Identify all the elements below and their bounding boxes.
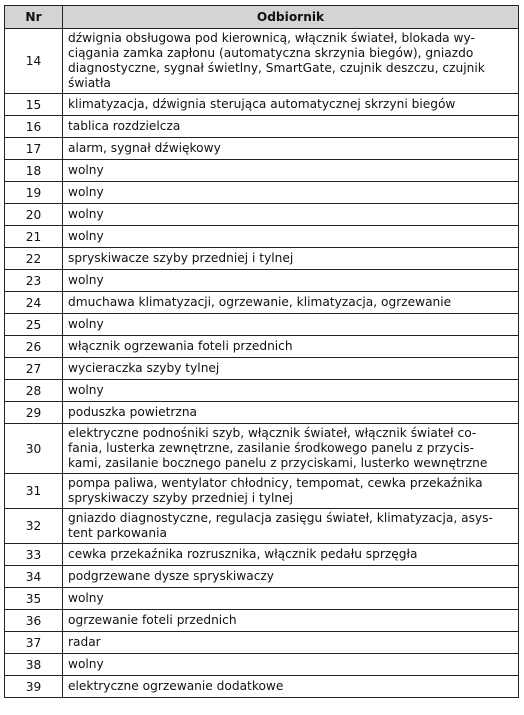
table-row — [5, 160, 519, 182]
consumer-line: wolny — [68, 383, 104, 397]
table-row — [5, 94, 519, 116]
fuse-assignment-table — [4, 5, 519, 698]
fuse-number: 39 — [5, 676, 63, 698]
consumer-line: pompa paliwa, wentylator chłodnicy, tempomat, cewka przekaźnika — [68, 476, 483, 490]
fuse-consumer — [63, 29, 519, 94]
fuse-number: 34 — [5, 566, 63, 588]
consumer-line: wolny — [68, 185, 104, 199]
table-row — [5, 204, 519, 226]
consumer-line: podgrzewane dysze spryskiwaczy — [68, 569, 275, 583]
consumer-line: diagnostyczne, sygnał świetlny, SmartGate, czujnik deszczu, czujnik — [68, 61, 485, 75]
fuse-consumer — [63, 226, 519, 248]
consumer-line: tablica rozdzielcza — [68, 119, 181, 133]
fuse-number: 35 — [5, 588, 63, 610]
fuse-consumer — [63, 270, 519, 292]
table-row — [5, 474, 519, 509]
consumer-line: spryskiwaczy szyby przedniej i tylnej — [68, 491, 293, 505]
fuse-number: 23 — [5, 270, 63, 292]
consumer-line: poduszka powietrzna — [68, 405, 198, 419]
fuse-consumer — [63, 336, 519, 358]
fuse-consumer — [63, 248, 519, 270]
fuse-number: 30 — [5, 424, 63, 474]
table-row — [5, 138, 519, 160]
fuse-consumer — [63, 160, 519, 182]
table-row — [5, 632, 519, 654]
table-row — [5, 544, 519, 566]
fuse-consumer — [63, 138, 519, 160]
table-row — [5, 358, 519, 380]
fuse-table-container — [4, 5, 518, 698]
fuse-consumer — [63, 632, 519, 654]
fuse-number: 37 — [5, 632, 63, 654]
consumer-line: radar — [68, 635, 101, 649]
consumer-line: dźwignia obsługowa pod kierownicą, włącznik świateł, blokada wy- — [68, 31, 475, 45]
consumer-line: ogrzewanie foteli przednich — [68, 613, 237, 627]
fuse-consumer — [63, 424, 519, 474]
table-row — [5, 314, 519, 336]
fuse-number: 29 — [5, 402, 63, 424]
fuse-consumer — [63, 544, 519, 566]
table-row — [5, 509, 519, 544]
table-row — [5, 248, 519, 270]
header-nr: Nr — [5, 6, 63, 29]
consumer-line: wolny — [68, 229, 104, 243]
table-body — [5, 29, 519, 698]
table-row — [5, 270, 519, 292]
consumer-line: tent parkowania — [68, 526, 167, 540]
fuse-number: 15 — [5, 94, 63, 116]
table-row — [5, 588, 519, 610]
fuse-number: 25 — [5, 314, 63, 336]
consumer-line: elektryczne ogrzewanie dodatkowe — [68, 679, 284, 693]
consumer-line: alarm, sygnał dźwiękowy — [68, 141, 221, 155]
consumer-line: wolny — [68, 317, 104, 331]
fuse-number: 33 — [5, 544, 63, 566]
consumer-line: wolny — [68, 591, 104, 605]
table-row — [5, 116, 519, 138]
fuse-consumer — [63, 610, 519, 632]
fuse-consumer — [63, 314, 519, 336]
fuse-number: 32 — [5, 509, 63, 544]
fuse-consumer — [63, 566, 519, 588]
fuse-number: 24 — [5, 292, 63, 314]
table-row — [5, 182, 519, 204]
fuse-number: 27 — [5, 358, 63, 380]
fuse-number: 36 — [5, 610, 63, 632]
fuse-number: 16 — [5, 116, 63, 138]
table-row — [5, 402, 519, 424]
fuse-consumer — [63, 182, 519, 204]
consumer-line: elektryczne podnośniki szyb, włącznik świateł, włącznik świateł co- — [68, 426, 477, 440]
fuse-number: 17 — [5, 138, 63, 160]
fuse-number: 28 — [5, 380, 63, 402]
table-row — [5, 292, 519, 314]
fuse-consumer — [63, 292, 519, 314]
fuse-number: 22 — [5, 248, 63, 270]
fuse-number: 26 — [5, 336, 63, 358]
fuse-consumer — [63, 509, 519, 544]
consumer-line: włącznik ogrzewania foteli przednich — [68, 339, 293, 353]
fuse-number: 20 — [5, 204, 63, 226]
fuse-consumer — [63, 116, 519, 138]
table-row — [5, 336, 519, 358]
fuse-consumer — [63, 654, 519, 676]
fuse-number: 31 — [5, 474, 63, 509]
consumer-line: wolny — [68, 207, 104, 221]
table-row — [5, 566, 519, 588]
table-row — [5, 676, 519, 698]
table-row — [5, 610, 519, 632]
fuse-number: 19 — [5, 182, 63, 204]
header-odbiornik: Odbiornik — [63, 6, 519, 29]
fuse-consumer — [63, 204, 519, 226]
table-row — [5, 654, 519, 676]
fuse-consumer — [63, 358, 519, 380]
fuse-number: 38 — [5, 654, 63, 676]
consumer-line: ciągania zamka zapłonu (automatyczna skrzynia biegów), gniazdo — [68, 46, 474, 60]
consumer-line: dmuchawa klimatyzacji, ogrzewanie, klimatyzacja, ogrzewanie — [68, 295, 452, 309]
table-row — [5, 380, 519, 402]
header-row — [5, 6, 519, 29]
fuse-consumer — [63, 94, 519, 116]
table-row — [5, 424, 519, 474]
table-row — [5, 29, 519, 94]
fuse-number: 21 — [5, 226, 63, 248]
fuse-number: 18 — [5, 160, 63, 182]
fuse-consumer — [63, 588, 519, 610]
consumer-line: światła — [68, 76, 111, 90]
consumer-line: wycieraczka szyby tylnej — [68, 361, 220, 375]
consumer-line: wolny — [68, 657, 104, 671]
fuse-consumer — [63, 402, 519, 424]
consumer-line: kami, zasilanie bocznego panelu z przyciskami, lusterko wewnętrzne — [68, 456, 488, 470]
consumer-line: klimatyzacja, dźwignia sterująca automatycznej skrzyni biegów — [68, 97, 456, 111]
consumer-line: gniazdo diagnostyczne, regulacja zasięgu świateł, klimatyzacja, asys- — [68, 511, 493, 525]
table-header — [5, 6, 519, 29]
consumer-line: wolny — [68, 163, 104, 177]
fuse-consumer — [63, 676, 519, 698]
fuse-number: 14 — [5, 29, 63, 94]
consumer-line: cewka przekaźnika rozrusznika, włącznik pedału sprzęgła — [68, 547, 418, 561]
consumer-line: spryskiwacze szyby przedniej i tylnej — [68, 251, 294, 265]
fuse-consumer — [63, 474, 519, 509]
fuse-consumer — [63, 380, 519, 402]
consumer-line: fania, lusterka zewnętrzne, zasilanie środkowego panelu z przycis- — [68, 441, 474, 455]
table-row — [5, 226, 519, 248]
consumer-line: wolny — [68, 273, 104, 287]
